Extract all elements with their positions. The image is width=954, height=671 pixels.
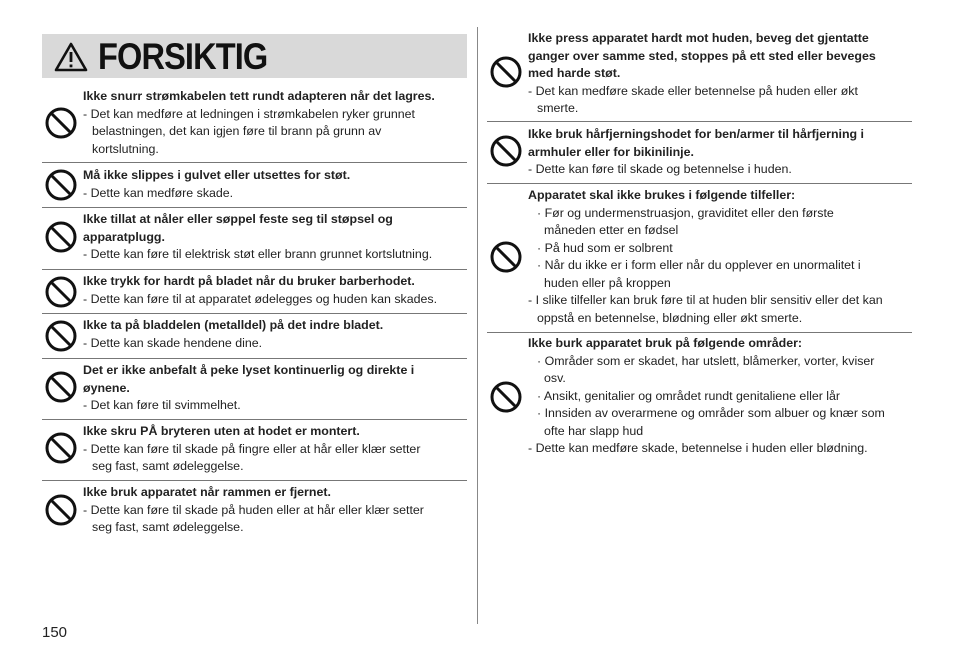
item-body-line: måneden etter en fødsel	[544, 223, 679, 237]
prohibition-icon	[44, 106, 78, 140]
item-heading: Ikke tillat at nåler eller søppel feste seg til støpsel og	[83, 212, 393, 226]
item-heading: Det er ikke anbefalt å peke lyset kontinuerlig og direkte i	[83, 363, 415, 377]
caution-item	[42, 314, 467, 359]
item-body-line: belastningen, det kan igjen føre til brann på grunn av	[92, 124, 382, 138]
item-heading: øynene.	[83, 380, 130, 395]
caution-item	[487, 333, 912, 463]
item-body-line: - Dette kan føre til skade på huden eller at hår eller klær setter	[83, 502, 424, 517]
item-body-line: - Det kan medføre at ledningen i strømkabelen ryker grunnet	[83, 106, 415, 121]
item-body-line: - I slike tilfeller kan bruk føre til at huden blir sensitiv eller det kan	[528, 293, 883, 307]
item-body-line: ofte har slapp hud	[544, 423, 644, 438]
item-body-line: - Dette kan føre til at apparatet ødelegges og huden kan skades.	[83, 291, 438, 306]
prohibition-icon	[44, 275, 78, 309]
item-heading: med harde støt.	[528, 66, 621, 80]
prohibition-icon	[44, 493, 78, 527]
item-heading: Ikke press apparatet hardt mot huden, beveg det gjentatte	[528, 31, 869, 45]
item-heading: Ikke snurr strømkabelen tett rundt adapteren når det lagres.	[83, 89, 435, 103]
item-body-line: · Innsiden av overarmene og områder som albuer og knær som	[537, 406, 885, 420]
page-number: 150	[42, 624, 68, 641]
item-heading: Ikke skru PÅ bryteren uten at hodet er montert.	[83, 424, 360, 438]
column-divider	[477, 27, 478, 624]
item-body-line: - Dette kan medføre skade, betennelse i huden eller blødning.	[528, 441, 868, 455]
prohibition-icon	[44, 370, 78, 404]
caution-title: FORSIKTIG	[98, 36, 268, 77]
item-heading: Ikke bruk apparatet når rammen er fjernet.	[83, 485, 331, 499]
item-body-line: - Dette kan føre til elektrisk støt eller brann grunnet kortslutning.	[83, 247, 433, 261]
warning-triangle-icon	[54, 42, 88, 72]
item-body-line: smerte.	[537, 101, 579, 115]
caution-item	[42, 420, 467, 481]
caution-item	[42, 481, 467, 543]
item-body-line: - Dette kan skade hendene dine.	[83, 335, 263, 350]
item-heading: apparatplugg.	[83, 229, 165, 244]
caution-item	[487, 29, 912, 122]
prohibition-icon	[489, 240, 523, 274]
item-heading: armhuler eller for bikinilinje.	[528, 144, 694, 159]
item-heading: Ikke burk apparatet bruk på følgende områder:	[528, 336, 803, 350]
caution-item	[42, 270, 467, 314]
item-body-line: seg fast, samt ødeleggelse.	[92, 459, 244, 473]
item-heading: ganger over samme sted, stoppes på ett sted eller beveges	[528, 48, 876, 63]
caution-item	[487, 184, 912, 333]
item-body-line: - Dette kan medføre skade.	[83, 185, 234, 200]
caution-item	[42, 163, 467, 208]
item-body-line: - Dette kan føre til skade og betennelse i huden.	[528, 162, 792, 176]
caution-item	[42, 86, 467, 163]
item-heading: Ikke bruk hårfjerningshodet for ben/armer til hårfjerning i	[528, 127, 864, 141]
item-body-line: huden eller på kroppen	[544, 275, 671, 290]
item-body-line: kortslutning.	[92, 141, 159, 156]
caution-item	[487, 122, 912, 184]
item-body-line: · Ansikt, genitalier og området rundt genitaliene eller lår	[537, 388, 841, 403]
item-heading: Apparatet skal ikke brukes i følgende tilfeller:	[528, 188, 796, 202]
item-body-line: · Når du ikke er i form eller når du opplever en unormalitet i	[537, 258, 861, 272]
item-body-line: - Det kan føre til svimmelhet.	[83, 398, 241, 412]
item-body-line: - Det kan medføre skade eller betennelse på huden eller økt	[528, 83, 858, 98]
item-body-line: · Før og undermenstruasjon, graviditet eller den første	[537, 205, 834, 220]
prohibition-icon	[489, 380, 523, 414]
prohibition-icon	[44, 431, 78, 465]
item-body-line: oppstå en betennelse, blødning eller økt smerte.	[537, 310, 803, 325]
prohibition-icon	[44, 220, 78, 254]
item-body-line: · På hud som er solbrent	[537, 240, 673, 255]
item-body-line: - Dette kan føre til skade på fingre eller at hår eller klær setter	[83, 441, 421, 456]
caution-item	[42, 208, 467, 270]
prohibition-icon	[44, 168, 78, 202]
item-heading: Ikke ta på bladdelen (metalldel) på det indre bladet.	[83, 318, 384, 332]
item-body-line: osv.	[544, 371, 566, 385]
prohibition-icon	[489, 134, 523, 168]
caution-header	[42, 34, 467, 78]
item-body-line: seg fast, samt ødeleggelse.	[92, 520, 244, 534]
prohibition-icon	[44, 319, 78, 353]
item-heading: Ikke trykk for hardt på bladet når du bruker barberhodet.	[83, 274, 415, 288]
prohibition-icon	[489, 55, 523, 89]
item-body-line: · Områder som er skadet, har utslett, blåmerker, vorter, kviser	[537, 353, 875, 368]
item-heading: Må ikke slippes i gulvet eller utsettes for støt.	[83, 168, 351, 182]
caution-item	[42, 359, 467, 420]
